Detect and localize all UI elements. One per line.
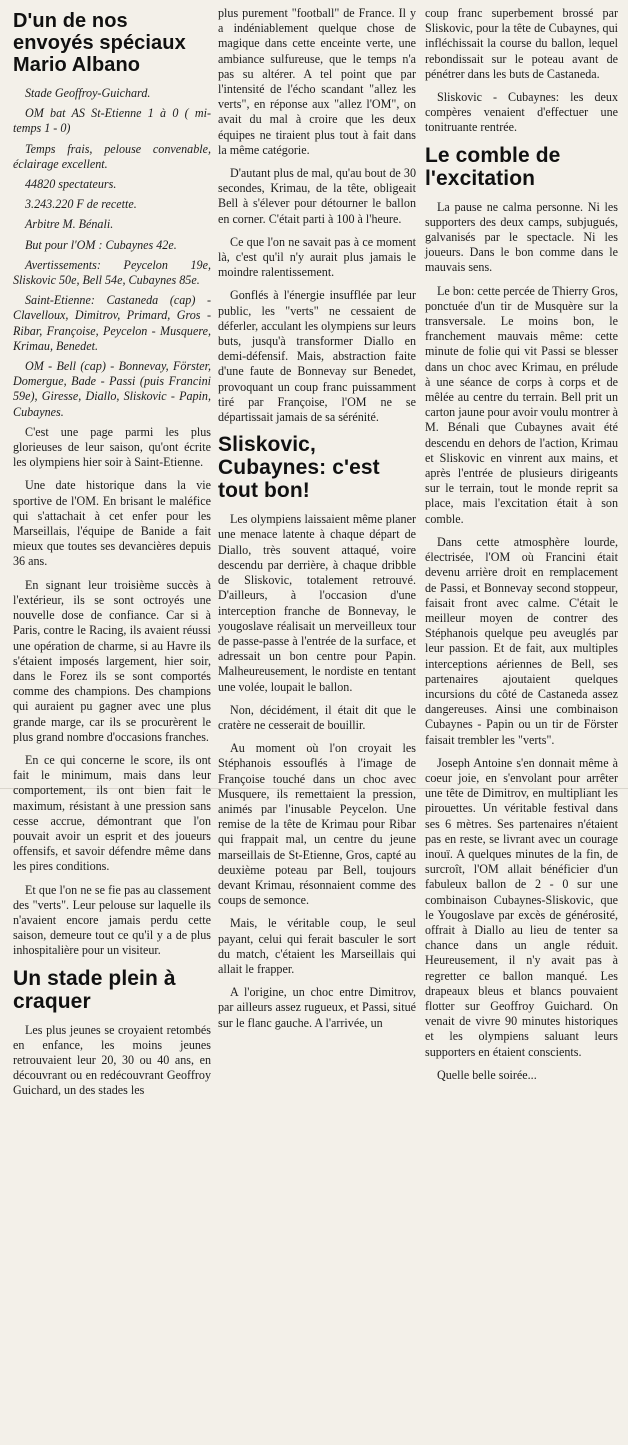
fact-weather: Temps frais, pelouse convenable, éclairage excellent.	[13, 141, 211, 171]
paragraph: Non, décidément, il était dit que le cratère ne cesserait de bouillir.	[218, 702, 416, 732]
paragraph: A l'origine, un choc entre Dimitrov, par ailleurs assez rugueux, et Passi, situé sur le flanc gauche. A l'arrivée, un	[218, 985, 416, 1030]
paragraph: Les plus jeunes se croyaient retombés en enfance, les moins jeunes retrouvaient leur 20, 30 ou 40 ans, en découvrant ou en redécouvrant Geoffroy Guichard, un des stades les	[13, 1022, 211, 1098]
fact-lineup-om: OM - Bell (cap) - Bonnevay, Förster, Domergue, Bade - Passi (puis Francini 59e), Giresse, Diallo, Sliskovic - Papin, Cubaynes.	[13, 359, 211, 419]
match-facts	[13, 86, 211, 420]
fact-goal: But pour l'OM : Cubaynes 42e.	[25, 237, 177, 252]
column-2	[218, 6, 416, 1039]
paragraph: Joseph Antoine s'en donnait même à coeur joie, en s'envolant pour arrêter une tête de Dimitrov, en multipliant les pirouettes. Un véritable festival dans ses 6 mètres. Ses partenaires n'étaient pas en reste, se livrant avec un courage inouï. A quelques minutes de la fin, de surcroît, l'OM allait bénéficier d'un fabuleux ballon de 2 - 0 sur une combinaison Cubaynes-Sliskovic, que le Yougoslave par excès de générosité, offrait à Diallo au lieu de tenter sa chance dans un angle réduit. Heureusement, il n'y avait pas à regretter ce ballon manqué. Les drapeaux bleus et blancs pouvaient flotter sur Geoffroy Guichard. On venait de vivre 90 minutes historiques et les olympiens saluant leurs supporters en étaient conscients.	[425, 755, 618, 1059]
fact-referee: Arbitre M. Bénali.	[25, 217, 114, 232]
paragraph: coup franc superbement brossé par Sliskovic, pour la tête de Cubaynes, qui infléchissait la course du ballon, lequel rebondissait sur le poteau avant de pénétrer dans les buts de Castaneda.	[425, 6, 618, 81]
paragraph: Et que l'on ne se fie pas au classement des "verts". Leur pelouse sur laquelle ils n'avaient encore jamais perdu cette saison, demeure tout ce qu'il y a de plus inhospitalière pour un visiteur.	[13, 882, 211, 958]
fact-warnings: Avertissements: Peycelon 19e, Sliskovic 50e, Bell 54e, Cubaynes 85e.	[13, 257, 211, 288]
byline-heading: D'un de nos envoyés spéciaux Mario Albano	[13, 10, 186, 76]
paragraph: Gonflés à l'énergie insufflée par leur public, les "verts" ne cessaient de déferler, acculant les olympiens sur leurs buts, jusqu'à transformer Diallo en demi-défensif. Mais, abstraction faite d'une faute de Bonnevay sur Benedet, provoquant un coup franc puissamment tiré par Françoise, l'OM ne se départissait jamais de sa sérénité.	[218, 288, 416, 425]
fact-stadium: Stade Geoffroy-Guichard.	[25, 86, 151, 100]
subheading: Le comble de l'excitation	[425, 143, 561, 190]
paragraph: Dans cette atmosphère lourde, électrisée, l'OM où Francini était devenu arrière droit en remplacement de Passi, et Bonnevay second stoppeur, faisait front avec calme. C'était le meilleur moyen de contrer des Stéphanois quelque peu aveuglés par leur passion. Et de fait, aux multiples interceptions aériennes de Bell, ses partenaires ajoutaient quelques incursions du côté de Castaneda assez dangereuses. Ainsi une combinaison Cubaynes - Papin ou un tir de Förster faisait trembler les "verts".	[425, 534, 618, 747]
subheading: Un stade plein à craquer	[13, 966, 176, 1013]
paragraph: Quelle belle soirée...	[437, 1067, 537, 1082]
fact-lineup-saint-etienne: Saint-Etienne: Castaneda (cap) - Clavelloux, Dimitrov, Primard, Gros - Ribar, Françoise, Peycelon - Musquere, Krimau, Benedet.	[13, 293, 211, 353]
paragraph: Sliskovic - Cubaynes: les deux compères venaient d'effectuer une tonitruante rentrée.	[425, 90, 618, 135]
paragraph: La pause ne calma personne. Ni les supporters des deux camps, subjugués, galvanisés par le spectacle. Ni les joueurs. Dans le bon comme dans le mauvais sens.	[425, 199, 618, 275]
paragraph: En ce qui concerne le score, ils ont fait le minimum, mais dans leur comportement, ils ont bien fait le maximum, résistant à une pression sans cesse accrue, démontrant que l'on pouvait avoir un esprit et des joueurs offensifs, et savoir défendre même dans les pires conditions.	[13, 752, 211, 874]
fact-score: OM bat AS St-Etienne 1 à 0 ( mi-temps 1 - 0)	[13, 106, 211, 136]
paragraph: Ce que l'on ne savait pas à ce moment là, c'est qu'il n'y aurait plus jamais le moindre ralentissement.	[218, 234, 416, 280]
fact-spectators: 44820 spectateurs.	[25, 177, 117, 192]
fact-receipts: 3.243.220 F de recette.	[25, 197, 137, 212]
paragraph: Le bon: cette percée de Thierry Gros, ponctuée d'un tir de Musquère sur la transversale. Le moins bon, le franchement mauvais même: cette minute de folie qui vit Passi se blesser dans un choc avec Krimau, en prélude à une séance de corps à corps et de mêlée au centre du terrain. Bell prit un carton jaune pour avoir voulu montrer à M. Bénali que Cubaynes avait été descendu en dehors de l'action, Krimau et Sliskovic en vinrent aux mains, et après l'entrée de plusieurs dirigeants sur le terrain, tout le monde reprit sa place, mais l'excitation était à son comble.	[425, 283, 618, 526]
paragraph: Au moment où l'on croyait les Stéphanois essouflés à l'image de Françoise touché dans un choc avec Musquere, ils remettaient la pression, animés par l'inusable Peycelon. Une remise de la tête de Krimau pour Ribar qui frappait mal, un centre du jeune marseillais de St-Etienne, Gros, capté au deuxième poteau par Bell, toujours devant Krimau, résonnaient comme des coups de semonce.	[218, 741, 416, 908]
column-1	[13, 6, 211, 1107]
column-3	[425, 6, 618, 1091]
paragraph: Les olympiens laissaient même planer une menace latente à chaque départ de Diallo, très souvent attaqué, voire descendu par derrière, à chaque dribble de Sliskovic, totalement retrouvé. D'ailleurs, à l'occasion d'une interception franche de Bonnevay, le yougoslave réalisait un merveilleux tour de passe-passe à l'entrée de la surface, et adressait un bon centre pour Papin. Malheureusement, le nordiste en tentant une volée, loupait le ballon.	[218, 512, 416, 694]
paragraph: En signant leur troisième succès à l'extérieur, ils se sont octroyés une nouvelle dose de confiance. Car si à Paris, contre le Racing, ils avaient réussi une opération de charme, si au Havre ils s'étaient imposés largement, hier soir, dans le Forez ils se sont comportés comme des champions. Des champions qui auraient pu gagner avec une plus grande marge, car ils se procurèrent le plus grand nombre d'occasions franches.	[13, 577, 211, 744]
paragraph: plus purement "football" de France. Il y a indéniablement quelque chose de magique dans cette enceinte verte, une ambiance sulfureuse, que le temps n'a pas su altérer. A tel point que par l'intensité de l'écho scandant "allez les verts", en réponse aux "allez l'OM", on avait du mal à croire que les deux équipes ne tiraient plus tout à fait dans la même catégorie.	[218, 6, 416, 157]
paragraph: Mais, le véritable coup, le seul payant, celui qui ferait basculer le sort du match, c'étaient les Marseillais qui allait le frapper.	[218, 916, 416, 976]
paragraph: Une date historique dans la vie sportive de l'OM. En brisant le maléfice qui s'attachait à cet enfer pour les Marseillais, l'équipe de Banide a fait mieux que toutes ses devancières depuis 36 ans.	[13, 478, 211, 569]
subheading: Sliskovic, Cubaynes: c'est tout bon!	[218, 433, 380, 503]
paragraph: D'autant plus de mal, qu'au bout de 30 secondes, Krimau, de la tête, obligeait Bell à s'élever pour détourner le ballon en corner. C'était parti à 100 à l'heure.	[218, 166, 416, 226]
paragraph: C'est une page parmi les plus glorieuses de leur saison, qu'ont écrite les olympiens hier soir à Saint-Etienne.	[13, 424, 211, 470]
